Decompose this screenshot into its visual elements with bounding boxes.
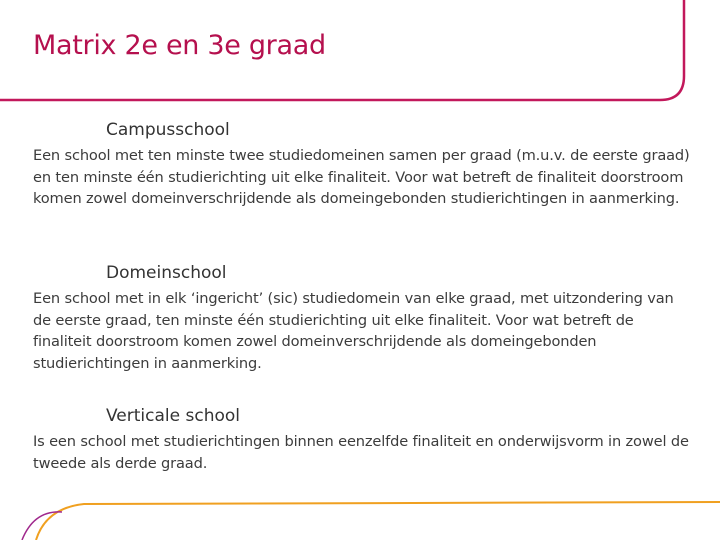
section-heading: Verticale school: [106, 406, 240, 426]
section-body: Een school met ten minste twee studiedomeinen samen per graad (m.u.v. de eerste graad) en ten minste één studierichting uit elke finaliteit. Voor wat betreft de finaliteit doorstroom komen zowel domeinverschrijdende als domeingebonden studierichtingen in aanmerking.: [33, 147, 690, 207]
section-domeinschool: [33, 263, 693, 374]
section-verticale-school: [33, 406, 693, 474]
corner-swoosh-purple: [22, 512, 62, 540]
section-campusschool: [33, 120, 693, 210]
section-heading: Domeinschool: [106, 263, 227, 283]
slide-title: Matrix 2e en 3e graad: [33, 30, 326, 61]
section-body: Een school met in elk ‘ingericht’ (sic) studiedomein van elke graad, met uitzondering van de eerste graad, ten minste één studierichting uit elke finaliteit. Voor wat betreft de finaliteit doorstroom komen zowel domeinverschrijdende als domeingebonden studierichtingen in aanmerking.: [33, 290, 674, 372]
section-body: Is een school met studierichtingen binnen eenzelfde finaliteit en onderwijsvorm in zowel de tweede als derde graad.: [33, 433, 689, 472]
section-heading: Campusschool: [106, 120, 230, 140]
corner-swoosh-orange: [36, 502, 720, 540]
